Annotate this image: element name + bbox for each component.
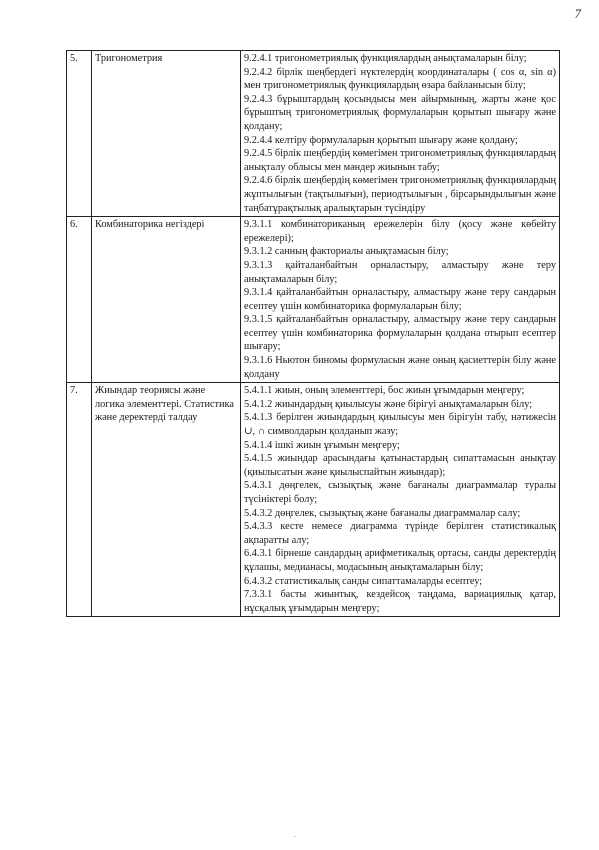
table-row bbox=[67, 51, 560, 217]
learning-objective: 5.4.1.3 берілген жиындардың қиылысуы мен бірігуін табу, нәтижесін ∪, ∩ символдарын қолданып жазу; bbox=[244, 412, 556, 438]
learning-objective: 9.2.4.1 тригонометриялық функциялардың анықтамаларын білу; bbox=[244, 53, 527, 64]
learning-objective: 9.3.1.1 комбинаториканың ережелерін білу (қосу және көбейту ережелері); bbox=[244, 219, 556, 244]
row-number: 6. bbox=[67, 217, 92, 383]
learning-objectives bbox=[241, 383, 560, 617]
section-topic: Комбинаторика негіздері bbox=[92, 217, 241, 383]
learning-objective: 5.4.3.3 кесте немесе диаграмма түрінде берілген статистикалық ақпаратты алу; bbox=[244, 521, 556, 546]
learning-objective: 9.2.4.6 бірлік шеңбердің көмегімен тригонометриялық функциялардың жұптылығын (тақтылығын), периодтылығын , бірсарындылығын және таңбатұрақтылық аралықтарын түсіндіру bbox=[244, 175, 556, 214]
learning-objective: 7.3.3.1 басты жиынтық, кездейсоқ таңдама, вариациялық қатар, нұсқалық ұғымдарын меңгеру; bbox=[244, 589, 556, 614]
learning-objective: 9.3.1.5 қайталанбайтын орналастыру, алмастыру және теру сандарын есептеу үшін комбинаторика формулаларын қолдана отырып есептер шығару; bbox=[244, 314, 556, 353]
learning-objectives bbox=[241, 217, 560, 383]
learning-objective: 5.4.1.1 жиын, оның элементтері, бос жиын ұғымдарын меңгеру; bbox=[244, 385, 525, 397]
learning-objective: 9.3.1.4 қайталанбайтын орналастыру, алмастыру және теру сандарын есептеу үшін комбинаторика формулаларын білу; bbox=[244, 287, 556, 312]
learning-objective: 6.4.3.2 статистикалық санды сипаттамаларды есептеу; bbox=[244, 575, 483, 587]
row-number: 5. bbox=[67, 51, 92, 217]
learning-objective: 5.4.3.2 дөңгелек, сызықтық және бағаналы диаграммалар салу; bbox=[244, 507, 521, 519]
learning-objective: 5.4.1.5 жиындар арасындағы қатынастардың сипаттамасын анықтау (қиылысатын және қиылыспайтын жиындар); bbox=[244, 453, 556, 478]
learning-objective: 9.2.4.4 келтіру формулаларын қорытып шығару және қолдану; bbox=[244, 134, 518, 146]
learning-objective: 9.2.4.2 бірлік шеңбердегі нүктелердің координаталары ( cos α, sin α) мен тригонометриялық функциялардың өзара байланысын білу; bbox=[244, 66, 556, 92]
page-number: 7 bbox=[574, 6, 581, 21]
table-row bbox=[67, 217, 560, 383]
table-body bbox=[67, 51, 560, 617]
learning-objective: 9.3.1.3 қайталанбайтын орналастыру, алмастыру және теру анықтамаларын білу; bbox=[244, 259, 556, 285]
section-topic: Жиындар теориясы және логика элементтері. Статистика және деректерді талдау bbox=[92, 383, 241, 617]
learning-objective: 9.3.1.2 санның факториалы анықтамасын білу; bbox=[244, 246, 449, 258]
bottom-mark: . bbox=[294, 829, 297, 839]
learning-objective: 5.4.3.1 дөңгелек, сызықтық және бағаналы диаграммалар туралы түсініктері болу; bbox=[244, 480, 556, 505]
learning-objective: 9.3.1.6 Ньютон биномы формуласын және оның қасиеттерін білу және қолдану bbox=[244, 355, 556, 380]
learning-objective: 9.2.4.3 бұрыштардың қосындысы мен айырмының, жарты және қос бұрыштың тригонометриялық формулаларын қорытып шығару және қолдану; bbox=[244, 93, 556, 132]
row-number: 7. bbox=[67, 383, 92, 617]
table-row bbox=[67, 383, 560, 617]
curriculum-table bbox=[66, 50, 560, 617]
learning-objectives bbox=[241, 51, 560, 217]
learning-objective: 5.4.1.2 жиындардың қиылысуы және бірігуі анықтамаларын білу; bbox=[244, 398, 533, 410]
learning-objective: 9.2.4.5 бірлік шеңбердің көмегімен тригонометриялық функциялардың анықталу облысы мен мәндер жиынын табу; bbox=[244, 148, 556, 173]
section-topic: Тригонометрия bbox=[92, 51, 241, 217]
learning-objective: 5.4.1.4 ішкі жиын ұғымын меңгеру; bbox=[244, 439, 400, 451]
learning-objective: 6.4.3.1 бірнеше сандардың арифметикалық ортасы, санды деректердің құлашы, медианасы, модасының анықтамаларын білу; bbox=[244, 548, 556, 573]
